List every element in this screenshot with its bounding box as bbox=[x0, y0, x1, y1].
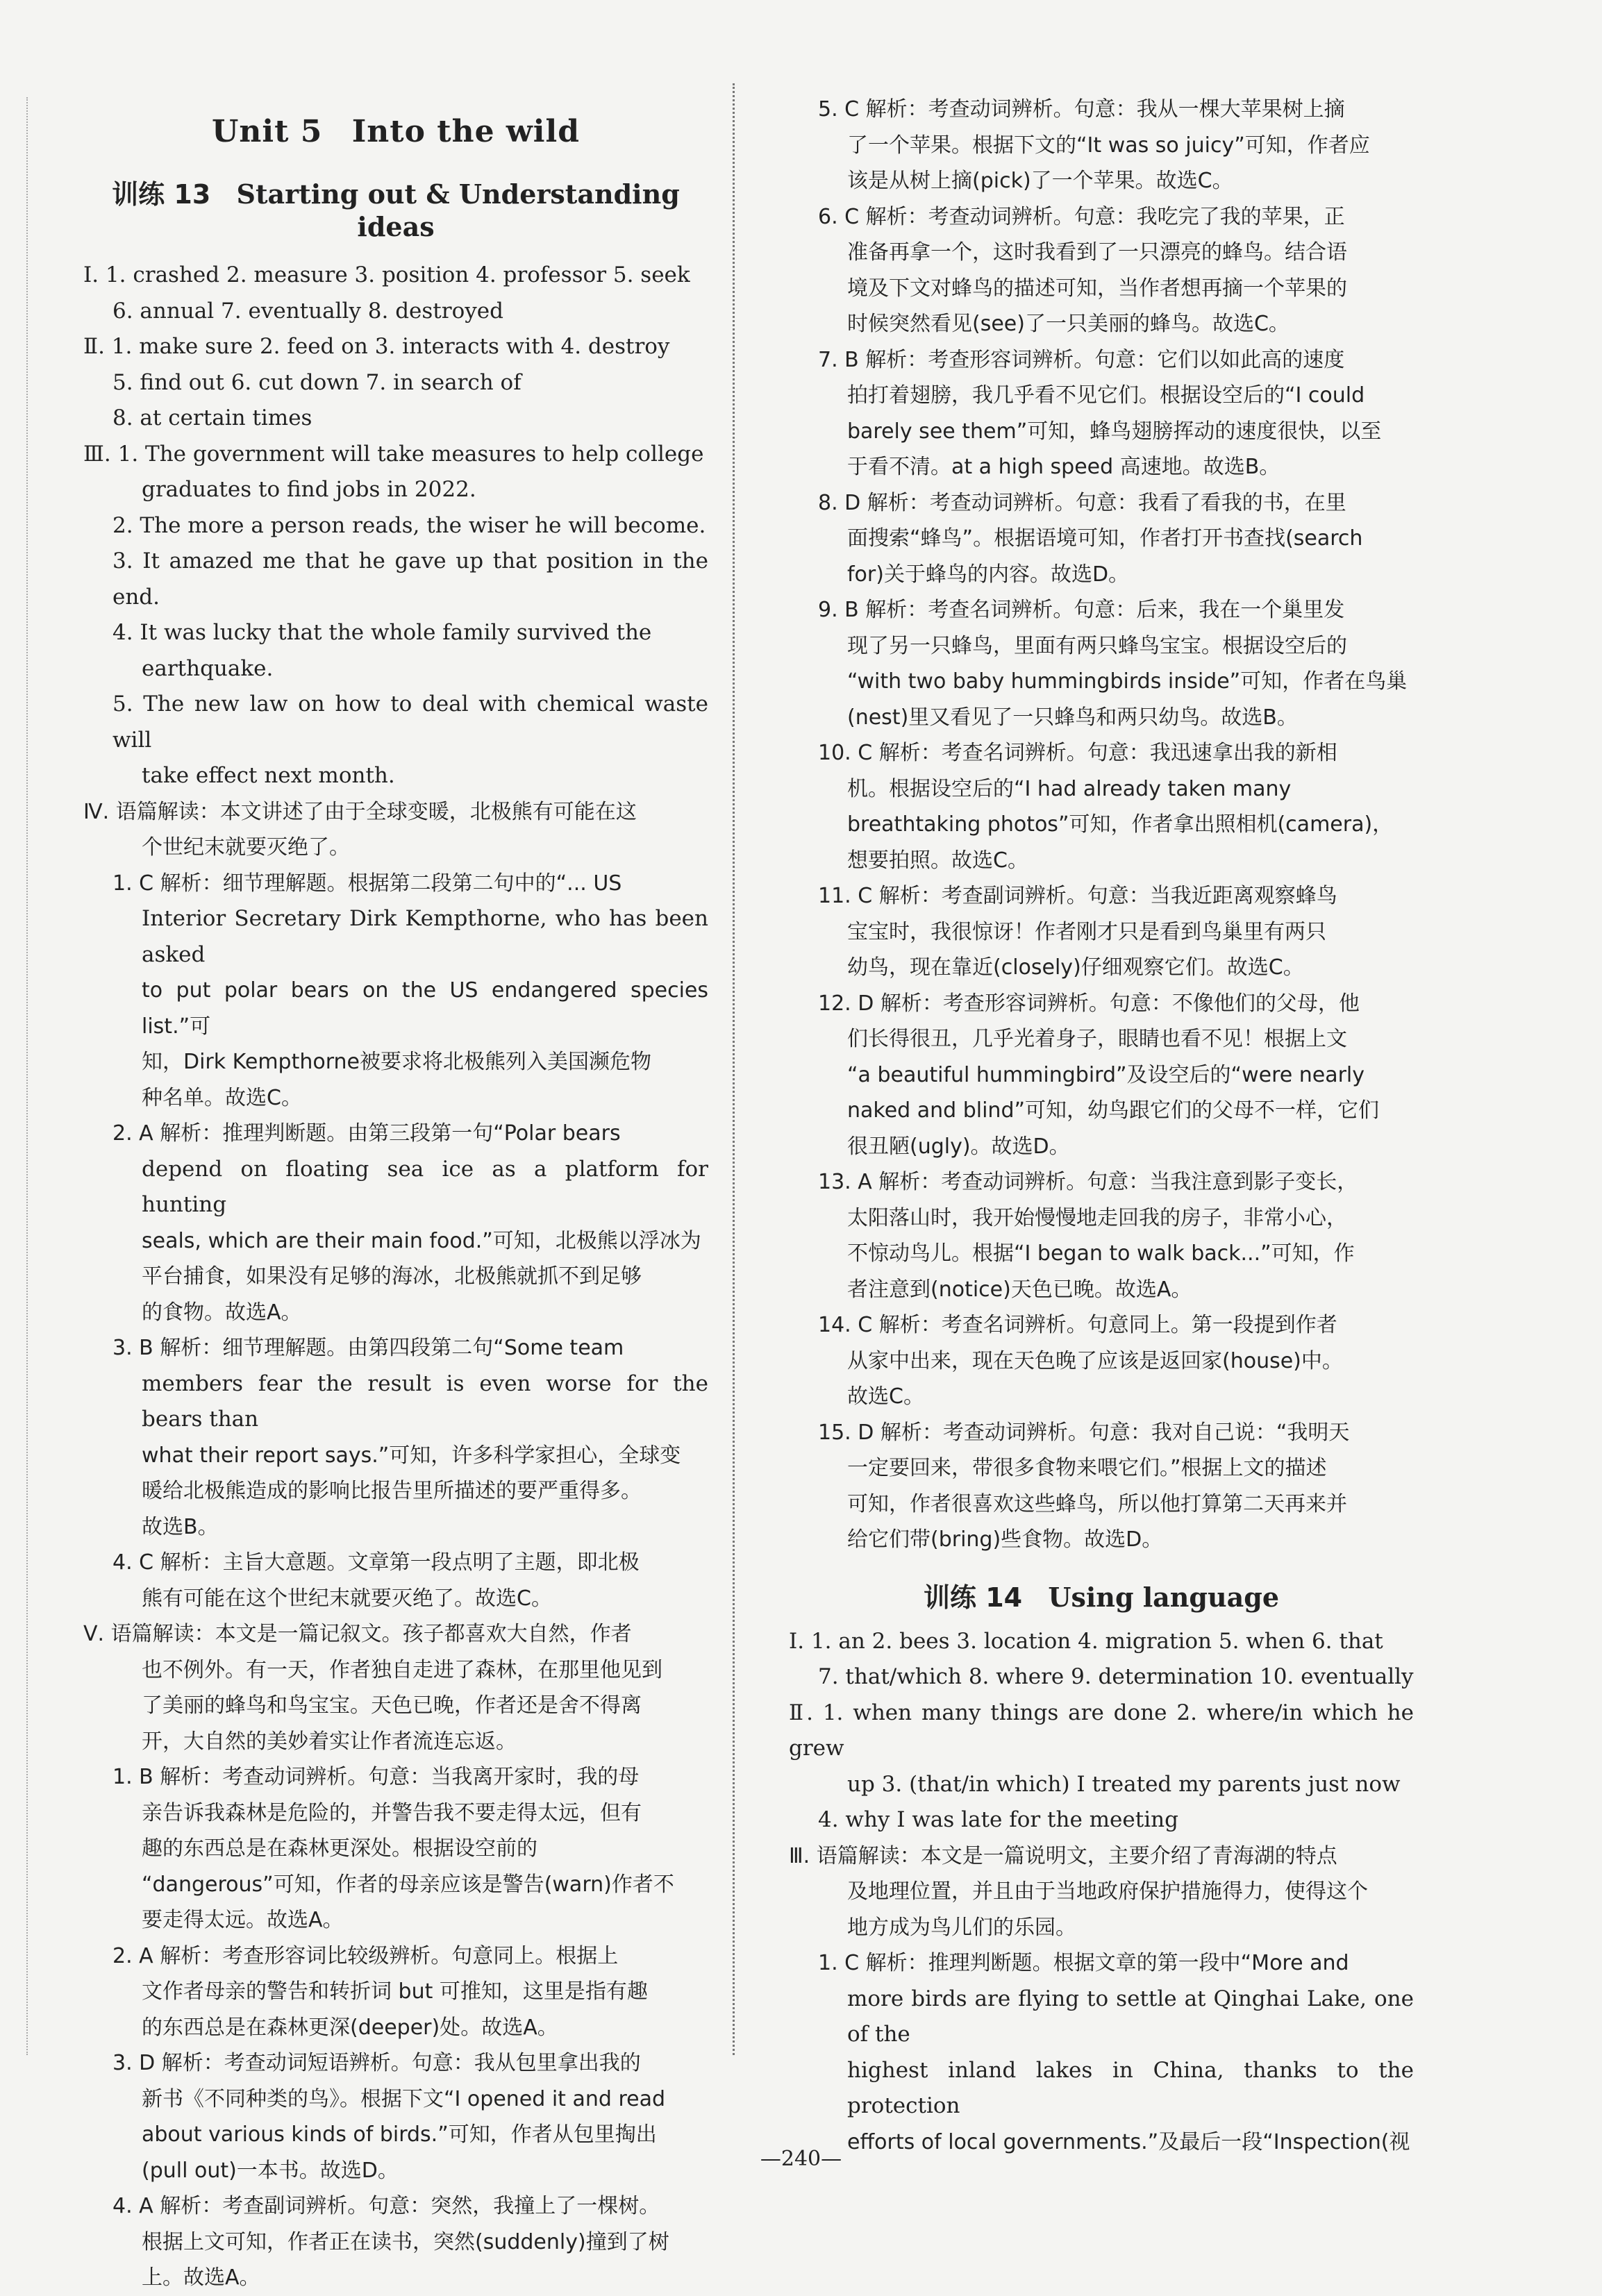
text-line: 一定要回来，带很多食物来喂它们。”根据上文的描述 bbox=[847, 1456, 1327, 1480]
text-line: up 3. (that/in which) I treated my parents just now bbox=[847, 1771, 1401, 1797]
section-13-number: 训练 13 bbox=[112, 179, 211, 210]
text-line: 8. D 解析：考查动词辨析。句意：我看了看我的书，在里 bbox=[818, 490, 1346, 515]
text-line: 的东西总是在森林更深(deeper)处。故选A。 bbox=[142, 2015, 558, 2040]
text-line: 想要拍照。故选C。 bbox=[847, 848, 1028, 873]
text-line: more birds are flying to settle at Qinghai Lake, one of the bbox=[847, 1986, 1414, 2047]
text-line: 时候突然看见(see)了一只美丽的蜂鸟。故选C。 bbox=[847, 312, 1290, 336]
text-line: 熊有可能在这个世纪末就要灭绝了。故选C。 bbox=[142, 1586, 552, 1611]
text-line: 12. D 解析：考查形容词辨析。句意：不像他们的父母，他 bbox=[818, 991, 1360, 1016]
text-line: Ⅰ. 1. crashed 2. measure 3. position 4. professor 5. seek bbox=[83, 262, 690, 287]
right-column bbox=[789, 92, 1414, 2160]
text-line: (nest)里又看见了一只蜂鸟和两只幼鸟。故选B。 bbox=[847, 705, 1298, 730]
text-line: 者注意到(notice)天色已晚。故选A。 bbox=[847, 1277, 1192, 1302]
text-line: 该是从树上摘(pick)了一个苹果。故选C。 bbox=[847, 169, 1233, 193]
text-line: naked and blind”可知，幼鸟跟它们的父母不一样，它们 bbox=[847, 1098, 1380, 1123]
text-line: 文作者母亲的警告和转折词 but 可推知，这里是指有趣 bbox=[142, 1979, 648, 2004]
text-line: 故选C。 bbox=[847, 1384, 924, 1409]
text-line: 3. B 解析：细节理解题。由第四段第二句“Some team bbox=[112, 1336, 624, 1360]
right-answers-13 bbox=[789, 92, 1414, 1558]
text-line: 现了另一只蜂鸟，里面有两只蜂鸟宝宝。根据设空后的 bbox=[847, 633, 1347, 658]
text-line: 的食物。故选A。 bbox=[142, 1300, 302, 1325]
text-line: 平台捕食，如果没有足够的海冰，北极熊就抓不到足够 bbox=[142, 1264, 642, 1289]
text-line: to put polar bears on the US endangered species list.”可 bbox=[142, 978, 708, 1039]
text-line: 机。根据设空后的“I had already taken many bbox=[847, 776, 1292, 801]
text-line: 趣的东西总是在森林更深处。根据设空前的 bbox=[142, 1836, 537, 1861]
text-line: Ⅱ. 1. when many things are done 2. where/in which he grew bbox=[789, 1700, 1414, 1761]
text-line: Ⅱ. 1. make sure 2. feed on 3. interacts with 4. destroy bbox=[83, 334, 670, 359]
left-column bbox=[83, 92, 708, 2296]
text-line: 上。故选A。 bbox=[142, 2265, 260, 2290]
unit-title bbox=[83, 114, 708, 149]
text-line: 5. find out 6. cut down 7. in search of bbox=[112, 369, 522, 395]
text-line: 7. B 解析：考查形容词辨析。句意：它们以如此高的速度 bbox=[818, 347, 1345, 372]
text-line: 1. C 解析：细节理解题。根据第二段第二句中的“... US bbox=[112, 871, 622, 896]
section-14-title bbox=[789, 1576, 1414, 1614]
text-line: 拍打着翅膀，我几乎看不见它们。根据设空后的“I could bbox=[847, 383, 1365, 408]
text-line: breathtaking photos”可知，作者拿出照相机(camera)， bbox=[847, 812, 1394, 837]
left-answers bbox=[83, 258, 708, 2296]
text-line: members fear the result is even worse for the bears than bbox=[142, 1371, 708, 1432]
text-line: 11. C 解析：考查副词辨析。句意：当我近距离观察蜂鸟 bbox=[818, 884, 1337, 908]
text-line: 要走得太远。故选A。 bbox=[142, 1908, 344, 1932]
text-line: 3. D 解析：考查动词短语辨析。句意：我从包里拿出我的 bbox=[112, 2051, 641, 2075]
text-line: Ⅴ. 语篇解读：本文是一篇记叙文。孩子都喜欢大自然，作者 bbox=[83, 1622, 632, 1646]
text-line: 了一个苹果。根据下文的“It was so juicy”可知，作者应 bbox=[847, 133, 1370, 158]
text-line: 亲告诉我森林是危险的，并警告我不要走得太远，但有 bbox=[142, 1800, 642, 1825]
text-line: 9. B 解析：考查名词辨析。句意：后来，我在一个巢里发 bbox=[818, 598, 1345, 622]
text-line: 6. annual 7. eventually 8. destroyed bbox=[112, 298, 503, 324]
text-line: depend on floating sea ice as a platform for hunting bbox=[142, 1156, 708, 1217]
text-line: 准备再拿一个，这时我看到了一只漂亮的蜂鸟。结合语 bbox=[847, 240, 1347, 265]
section-13-title bbox=[83, 173, 708, 242]
page-number: —240— bbox=[760, 2147, 842, 2171]
unit-name: Into the wild bbox=[351, 114, 580, 149]
text-line: Ⅰ. 1. an 2. bees 3. location 4. migration 5. when 6. that bbox=[789, 1628, 1383, 1654]
text-line: 8. at certain times bbox=[112, 405, 312, 430]
text-line: “a beautiful hummingbird”及设空后的“were nearly bbox=[847, 1062, 1365, 1087]
text-line: 4. C 解析：主旨大意题。文章第一段点明了主题，即北极 bbox=[112, 1550, 640, 1575]
text-line: earthquake. bbox=[142, 655, 274, 681]
text-line: 宝宝时，我很惊讶！作者刚才只是看到鸟巢里有两只 bbox=[847, 919, 1326, 944]
text-line: 知，Dirk Kempthorne被要求将北极熊列入美国濒危物 bbox=[142, 1050, 651, 1074]
text-line: 可知，作者很喜欢这些蜂鸟，所以他打算第二天再来并 bbox=[847, 1491, 1347, 1516]
section-14-number: 训练 14 bbox=[923, 1582, 1023, 1613]
text-line: 13. A 解析：考查动词辨析。句意：当我注意到影子变长， bbox=[818, 1170, 1358, 1194]
text-line: 新书《不同种类的鸟》。根据下文“I opened it and read bbox=[142, 2086, 665, 2111]
text-line: 幼鸟，现在靠近(closely)仔细观察它们。故选C。 bbox=[847, 955, 1304, 980]
text-line: 1. B 解析：考查动词辨析。句意：当我离开家时，我的母 bbox=[112, 1765, 640, 1789]
text-line: 5. C 解析：考查动词辨析。句意：我从一棵大苹果树上摘 bbox=[818, 97, 1345, 121]
text-line: 种名单。故选C。 bbox=[142, 1085, 302, 1110]
text-line: 了美丽的蜂鸟和鸟宝宝。天色已晚，作者还是舍不得离 bbox=[142, 1693, 642, 1718]
text-line: 15. D 解析：考查动词辨析。句意：我对自己说：“我明天 bbox=[818, 1420, 1350, 1445]
text-line: what their report says.”可知，许多科学家担心，全球变 bbox=[142, 1443, 681, 1468]
text-line: 们长得很丑，几乎光着身子，眼睛也看不见！根据上文 bbox=[847, 1027, 1347, 1051]
text-line: efforts of local governments.”及最后一段“Inspection(视 bbox=[847, 2129, 1410, 2154]
text-line: 5. The new law on how to deal with chemical waste will bbox=[112, 692, 708, 753]
text-line: “dangerous”可知，作者的母亲应该是警告(warn)作者不 bbox=[142, 1872, 674, 1897]
text-line: 开，大自然的美妙着实让作者流连忘返。 bbox=[142, 1729, 517, 1754]
text-line: Ⅲ. 1. The government will take measures to help college bbox=[83, 441, 704, 467]
text-line: about various kinds of birds.”可知，作者从包里掏出 bbox=[142, 2122, 657, 2147]
text-line: 根据上文可知，作者正在读书，突然(suddenly)撞到了树 bbox=[142, 2229, 669, 2254]
text-line: 6. C 解析：考查动词辨析。句意：我吃完了我的苹果，正 bbox=[818, 204, 1345, 229]
column-divider bbox=[733, 83, 735, 2055]
text-line: 给它们带(bring)些食物。故选D。 bbox=[847, 1527, 1163, 1552]
text-line: 及地理位置，并且由于当地政府保护措施得力，使得这个 bbox=[847, 1879, 1368, 1904]
text-line: 1. C 解析：推理判断题。根据文章的第一段中“More and bbox=[818, 1951, 1349, 1975]
text-line: (pull out)一本书。故选D。 bbox=[142, 2158, 399, 2183]
text-line: 故选B。 bbox=[142, 1514, 219, 1539]
text-line: seals, which are their main food.”可知，北极熊以浮冰为 bbox=[142, 1228, 701, 1253]
text-line: Ⅳ. 语篇解读：本文讲述了由于全球变暖，北极熊有可能在这 bbox=[83, 799, 637, 824]
text-line: “with two baby hummingbirds inside”可知，作者在鸟巢 bbox=[847, 669, 1408, 694]
section-14-name: Using language bbox=[1048, 1581, 1279, 1613]
right-answers-14 bbox=[789, 1624, 1414, 2161]
text-line: 于看不清。at a high speed 高速地。故选B。 bbox=[847, 455, 1280, 479]
text-line: graduates to find jobs in 2022. bbox=[142, 477, 476, 502]
text-line: 2. A 解析：推理判断题。由第三段第一句“Polar bears bbox=[112, 1121, 621, 1146]
text-line: 很丑陋(ugly)。故选D。 bbox=[847, 1134, 1070, 1159]
text-line: 境及下文对蜂鸟的描述可知，当作者想再摘一个苹果的 bbox=[847, 276, 1347, 301]
text-line: 4. It was lucky that the whole family survived the bbox=[112, 620, 652, 645]
text-line: 3. It amazed me that he gave up that position in the end. bbox=[112, 548, 708, 610]
text-line: Ⅲ. 语篇解读：本文是一篇说明文，主要介绍了青海湖的特点 bbox=[789, 1843, 1337, 1868]
text-line: 太阳落山时，我开始慢慢地走回我的房子，非常小心， bbox=[847, 1205, 1347, 1230]
unit-number: Unit 5 bbox=[212, 114, 323, 149]
text-line: highest inland lakes in China, thanks to the protection bbox=[847, 2057, 1414, 2118]
text-line: 不惊动鸟儿。根据“I began to walk back...”可知，作 bbox=[847, 1241, 1355, 1266]
text-line: 10. C 解析：考查名词辨析。句意：我迅速拿出我的新相 bbox=[818, 741, 1337, 765]
text-line: 地方成为鸟儿们的乐园。 bbox=[847, 1915, 1076, 1940]
text-line: 暖给北极熊造成的影响比报告里所描述的要严重得多。 bbox=[142, 1479, 642, 1503]
text-line: 2. A 解析：考查形容词比较级辨析。句意同上。根据上 bbox=[112, 1943, 619, 1968]
text-line: 14. C 解析：考查名词辨析。句意同上。第一段提到作者 bbox=[818, 1313, 1337, 1337]
text-line: 从家中出来，现在天色晚了应该是返回家(house)中。 bbox=[847, 1348, 1343, 1373]
section-13-name: Starting out & Understanding ideas bbox=[236, 178, 680, 242]
text-line: 2. The more a person reads, the wiser he will become. bbox=[112, 512, 706, 538]
text-line: for)关于蜂鸟的内容。故选D。 bbox=[847, 562, 1130, 587]
text-line: 7. that/which 8. where 9. determination 10. eventually bbox=[818, 1664, 1414, 1689]
text-line: take effect next month. bbox=[142, 763, 395, 788]
text-line: 也不例外。有一天，作者独自走进了森林，在那里他见到 bbox=[142, 1657, 662, 1682]
text-line: 4. A 解析：考查副词辨析。句意：突然，我撞上了一棵树。 bbox=[112, 2194, 660, 2218]
binding-edge bbox=[26, 97, 28, 2055]
text-line: barely see them”可知，蜂鸟翅膀挥动的速度很快，以至 bbox=[847, 419, 1382, 444]
text-line: Interior Secretary Dirk Kempthorne, who has been asked bbox=[142, 906, 708, 967]
text-line: 个世纪末就要灭绝了。 bbox=[142, 835, 350, 860]
text-line: 4. why I was late for the meeting bbox=[818, 1807, 1178, 1832]
text-line: 面搜索“蜂鸟”。根据语境可知，作者打开书查找(search bbox=[847, 526, 1363, 551]
